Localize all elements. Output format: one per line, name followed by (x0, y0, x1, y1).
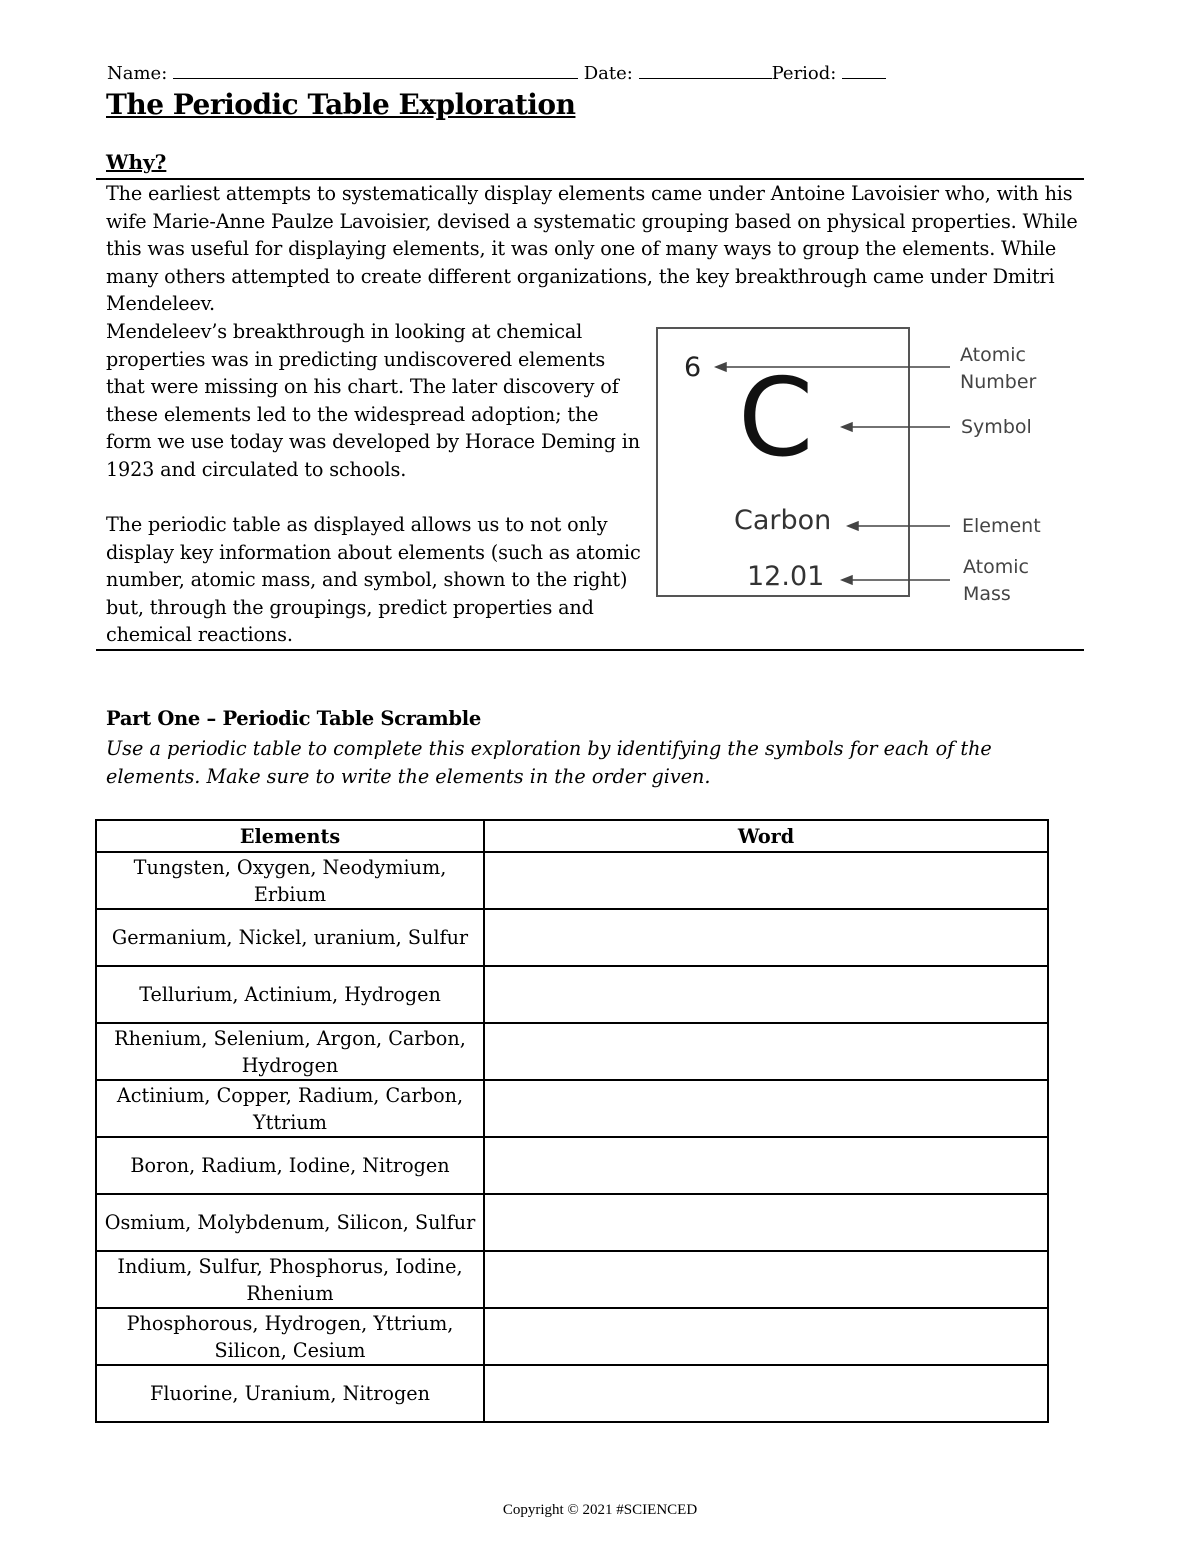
word-answer-cell[interactable] (484, 1308, 1048, 1365)
date-label: Date: (583, 63, 633, 84)
elements-cell: Indium, Sulfur, Phosphorus, Iodine, Rhenium (96, 1251, 484, 1308)
elements-cell: Boron, Radium, Iodine, Nitrogen (96, 1137, 484, 1194)
word-answer-cell[interactable] (484, 1251, 1048, 1308)
word-answer-cell[interactable] (484, 909, 1048, 966)
label-atomic-number: Atomic Number (960, 344, 1037, 393)
table-row (96, 1023, 1048, 1080)
copyright-footer: Copyright © 2021 #SCIENCED (502, 1502, 698, 1518)
table-row (96, 1251, 1048, 1308)
word-answer-cell[interactable] (484, 1365, 1048, 1422)
table-row (96, 1194, 1048, 1251)
why-heading: Why? (106, 150, 167, 174)
arrowhead-atomic-number-icon (716, 363, 726, 371)
label-element: Element (962, 515, 1041, 537)
elements-cell: Rhenium, Selenium, Argon, Carbon, Hydrogen (96, 1023, 484, 1080)
table-row (96, 1080, 1048, 1137)
table-row (96, 1365, 1048, 1422)
tile-element-name: Carbon (734, 505, 832, 536)
why-paragraph-1: The earliest attempts to systematically display elements came under Antoine Lavoisier who, with his wife Marie-Anne Paulze Lavoisier, devised a systematic grouping based on physical properties. While this was useful for displaying elements, it was only one of many ways to group the elements. While many others attempted to create different organizations, the key breakthrough came under Dmitri Mendeleev. (106, 182, 1078, 315)
label-symbol: Symbol (961, 416, 1032, 438)
word-answer-cell[interactable] (484, 1080, 1048, 1137)
period-label: Period: (771, 63, 837, 84)
word-answer-cell[interactable] (484, 1023, 1048, 1080)
table-header-row (96, 820, 1048, 852)
elements-cell: Actinium, Copper, Radium, Carbon, Yttrium (96, 1080, 484, 1137)
word-answer-cell[interactable] (484, 1137, 1048, 1194)
elements-cell: Tellurium, Actinium, Hydrogen (96, 966, 484, 1023)
figure-arrows (0, 0, 1200, 640)
word-answer-cell[interactable] (484, 1194, 1048, 1251)
elements-cell: Phosphorous, Hydrogen, Yttrium, Silicon, Cesium (96, 1308, 484, 1365)
why-paragraph-2: Mendeleev’s breakthrough in looking at chemical properties was in predicting undiscovered elements that were missing on his chart. The later discovery of these elements led to the widespread adoption; the form we use today was developed by Horace Deming in 1923 and circulated to schools. (106, 320, 640, 481)
page-title: The Periodic Table Exploration (106, 88, 576, 121)
elements-cell: Germanium, Nickel, uranium, Sulfur (96, 909, 484, 966)
table-row (96, 1308, 1048, 1365)
elements-cell: Tungsten, Oxygen, Neodymium, Erbium (96, 852, 484, 909)
why-paragraph-3: The periodic table as displayed allows us to not only display key information about elements (such as atomic number, atomic mass, and symbol, shown to the right) but, through the groupings, predict properties and chemical reactions. (106, 513, 641, 646)
part-one-heading: Part One – Periodic Table Scramble (106, 707, 481, 730)
table-row (96, 1137, 1048, 1194)
tile-symbol: C (738, 356, 814, 481)
table-row (96, 966, 1048, 1023)
arrowhead-symbol-icon (842, 423, 852, 431)
elements-column-header: Elements (96, 820, 484, 852)
table-row (96, 852, 1048, 909)
tile-atomic-mass: 12.01 (747, 561, 825, 592)
arrowhead-element-icon (848, 522, 858, 530)
label-atomic-mass: Atomic Mass (963, 556, 1029, 605)
why-bottom-rule (96, 649, 1084, 651)
word-column-header: Word (484, 820, 1048, 852)
elements-cell: Osmium, Molybdenum, Silicon, Sulfur (96, 1194, 484, 1251)
tile-atomic-number: 6 (684, 352, 702, 383)
arrowhead-atomic-mass-icon (842, 576, 852, 584)
part-one-instructions: Use a periodic table to complete this exploration by identifying the symbols for each of the elements. Make sure to write the elements in the order given. (106, 737, 992, 788)
scramble-table (95, 819, 1049, 1423)
word-answer-cell[interactable] (484, 852, 1048, 909)
table-row (96, 909, 1048, 966)
word-answer-cell[interactable] (484, 966, 1048, 1023)
name-label: Name: (107, 63, 168, 84)
elements-cell: Fluorine, Uranium, Nitrogen (96, 1365, 484, 1422)
